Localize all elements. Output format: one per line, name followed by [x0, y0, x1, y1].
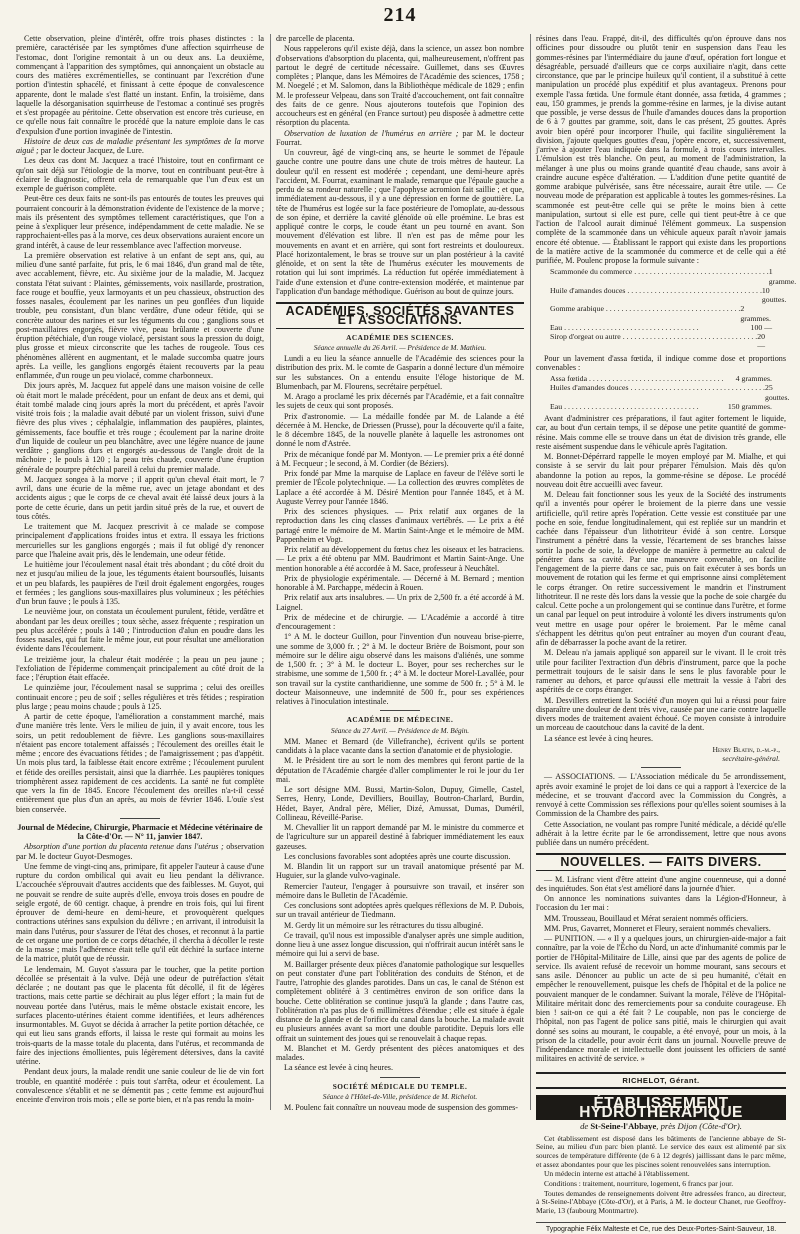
session-line: Séance annuelle du 26 Avril. — Présidence de M. Mathieu.	[313, 342, 487, 352]
ingredient-quantity: 2 grammes.	[740, 304, 771, 323]
ingredient-quantity: 100 —	[750, 322, 772, 332]
paragraph: M. Desvillers entretient la Société d'un moyen qui lui a réussi pour faire disparaître une douleur de dent très vive, causée par une carie contre laquelle divers modes de traitement avaient échoué. Ce moyen consiste à introduire un morceau de caoutchouc dans la cavité de la dent.	[536, 695, 786, 733]
recipe-row	[550, 383, 790, 402]
separator	[380, 1077, 420, 1078]
paragraph: Le neuvième jour, on constata un écoulement purulent, fétide, verdâtre et abondant par les deux oreilles ; toux sèche, assez fréquente ; respiration un peu plus accélérée ; pouls à 140 ; l'introduction d'alun en poudre dans les fosses nasales, qui fut faite le même jour, eut pour résultat une amélioration évidente dans l'écoulement.	[16, 607, 264, 654]
recipe-row	[550, 332, 786, 351]
column-3	[536, 34, 797, 1233]
paragraph: Une femme de vingt-cinq ans, primipare, fit appeler l'auteur à cause d'une rupture du cordon ombilical qui avait eu lieu pendant la délivrance. L'accouchée s'éprouvait d'autres accidents que des faiblesses. M. Guyot, qui ne pouvait se rendre de suite auprès d'elle, envoya trois doses en poudre de seigle ergoté, de 60 centigr. chaque, à prendre en trois fois, qui lui firent éprouver de demi-heure en demi-heure, et provoquèrent quelques contractions utérines sans expulsion du délivre ; en arrivant, il introduisit la main dans l'utérus, pour s'assurer de l'état des choses, et reconnut à la partie de cet organe une portion de ce corps détachée, il chercha à décoller le reste de la masse ; mais l'adhérence était telle qu'il eût déchiré la surface interne de la matrice, plutôt que de réussir.	[16, 861, 264, 964]
journal-heading: Journal de Médecine, Chirurgie, Pharmacie et Médecine vétérinaire de la Côte-d'Or. — N° 11, janvier 1847.	[17, 822, 263, 841]
ingredient-name: Huiles d'amandes douces . . .	[550, 383, 765, 402]
recipe-row	[550, 286, 786, 305]
paragraph: M. Blanchet et M. Gerdy présentent des pièces anatomiques et des malades.	[276, 1043, 524, 1062]
paragraph: Ce travail, qu'il nous est impossible d'analyser après une simple audition, donne lieu à une assez longue discussion, qui n'offrirait aucun intérêt sans le mémoire qui lui a servi de base.	[276, 930, 524, 959]
ingredient-quantity: 25 gouttes.	[764, 383, 790, 402]
paragraph: Dix jours après, M. Jacquez fut appelé dans une maison voisine de celle où était mort le malade précédent, pour un enfant de deux ans et demi, qui était tombé malade cinq jours après la mort du précédent, et après l'avoir visité trois fois ; la maladie avait débuté par un violent frisson, suivi d'une fièvre des plus vives ; céphalalgie, inflammation des paupières, plaintes, gémissements, face bouffie et très rouge ; écoulement par la narine droite d'un liquide de couleur un peu blanchâtre, avec une légère nuance de jaune verdâtre ; ganglions durs et engorgés au-dessous de l'angle droit de la mâchoire ; le pouls à 120 ; la peau très chaude, couverte d'une éruption générale de pourpre pétéchial pareil à celui du premier malade.	[16, 381, 264, 474]
separator	[120, 818, 160, 819]
paragraph: M. Deleau n'a jamais appliqué son appareil sur le vivant. Il le croit très utile pour faciliter l'extraction d'un débris d'instrument, parce que la poche permettrait toujours de le saisir dans le sens le plus favorable pour le ramener au dehors, et parce qu'aussi elle mettrait la vessie à l'abri des aspérités de ce corps étranger.	[536, 648, 786, 695]
recipe-row	[550, 304, 786, 323]
paragraph: La première observation est relative à un enfant de sept ans, qui, au milieu d'une santé parfaite, fut pris, le 6 mai 1846, d'un grand mal de tête, avec accablement, fièvre, etc. Au sixième jour de la maladie, M. Jacquez constata l'état suivant : Plaintes, gémissements, voix nasillarde, prostration, face rouge et bouffie, yeux larmoyants et un peu chassieux, obstruction des fosses nasales, écoulement par les narines un peu gonflées d'un liquide trouble, peu consistant, d'un blanc verdâtre, d'une odeur fétide, qui se concrète autour des narines et sur les téguments du cou ; ganglions sous et post-maxillaires engorgés, fièvre vive, peau brûlante et couverte d'une éruption pétéchiale, d'un rouge violacé, persistant sous la pression du doigt, plus grosse et mieux circonscrite que les taches de rougeole. Tous ces phénomènes allèrent en augmentant, et le malade succomba quatre jours après. La veille, les ganglions engorgés étaient recouverts par la peau enflammée, d'un rouge un peu violacé, comme charbonneux.	[16, 250, 264, 380]
formula-recipe-2	[550, 374, 790, 411]
signature-role: secrétaire-général.	[722, 754, 780, 763]
ingredient-name: Gomme arabique . . .	[550, 304, 740, 323]
column-1	[16, 34, 264, 1108]
paragraph: Pour un lavement d'assa fœtida, il indique comme dose et proportions convenables :	[536, 353, 786, 372]
ingredient-quantity: 10 gouttes.	[761, 285, 787, 304]
paragraph: M. Poulenc fait connaître un nouveau mode de suspension des gommes-	[284, 1103, 518, 1112]
academy-heading: ACADÉMIE DE MÉDECINE.	[346, 715, 454, 725]
ingredient-name: Eau . . .	[550, 323, 751, 332]
paragraph: Pendant deux jours, la malade rendit une sanie couleur de lie de vin fort trouble, en quantité modérée : puis tout s'arrêta, odeur et écoulement. La convalescence s'établit et ne se démentit pas ; cette femme est aujourd'hui enceinte d'environ trois mois ; elle se porte bien, et n'a pas rendu la moin-	[16, 1067, 264, 1104]
article-heading	[276, 129, 524, 148]
paragraph: Le quinzième jour, l'écoulement nasal se supprima ; celui des oreilles continuait encore ; peu de soif ; selles régulières et très fétides ; respiration plus large ; peau moins chaude ; pouls à 125.	[16, 683, 264, 711]
paragraph: Un couvreur, âgé de vingt-cinq ans, se heurte le sommet de l'épaule gauche contre une poutre dans une chute de trois mètres de hauteur. La douleur qu'il en ressent est modérée ; cependant, une demi-heure après l'accident, M. Fourrat, examinant le malade, remarque que l'épaule gauche a perdu de sa rondeur naturelle ; que l'apophyse acromion fait saillie ; et que, immédiatement au-dessous, il y a une dépression en forme de gouttière. La tête de l'humérus est logée sur la face postérieure de l'omoplate, au-dessous de son épine, et derrière la cavité glénoïde où elle proémine. Le bras est appliqué contre le corps, le coude étant un peu tourné en avant. Son mouvement d'élévation est libre. Il n'en est pas de même pour les mouvements en avant et en arrière, qui sont fort restreints et douloureux. Placé horizontalement, le bras se trouve sur un plan postérieur à la cavité glénoïde, et on sent la tête de l'humérus exécuter les mouvements de rotation qui lui sont imprimés. La réduction fut opérée immédiatement à l'aide d'une extension et d'une contre-extension modérée, et maintenue par l'application d'un bandage méthodique. Guérison au bout de quinze jours.	[276, 148, 524, 296]
paragraph: Le sort désigne MM. Bussi, Martin-Solon, Dupuy, Gimelle, Castel, Serres, Henry, Londe, Devilliers, Bouillay, Boutron-Charlard, Burdin, Hédet, Bayer, Andral père, Mélier, Dizé, Amussat, Dumas, Duméril, Collineau, Réveillé-Parise.	[276, 785, 524, 822]
ingredient-quantity: 4 grammes.	[735, 374, 772, 383]
paragraph: Cette Association, ne voulant pas rompre l'unité médicale, a décidé qu'elle adhérait à la lettre écrite par le 6e arrondissement, lettre que nous avons publiée dans un numéro précédent.	[536, 819, 786, 847]
section-title: ACADÉMIES, SOCIÉTÉS SAVANTES ET ASSOCIATIONS.	[276, 302, 524, 329]
paragraph: Les conclusions favorables sont adoptées après une courte discussion.	[284, 851, 511, 861]
paragraph: résines dans l'eau. Frappé, dit-il, des difficultés qu'on éprouve dans nos officines pour dissoudre ou plutôt tenir en suspension dans l'eau les gommes-résines par l'intermédiaire du jaune d'œuf, opération fort longue et désagréable, persuadé d'ailleurs que ce corps auxiliaire n'agit, dans cette circonstance, que par le principe huileux qu'il contient, il a substitué à cette manipulation un procédé plus expéditif et plus avantageux. Prenons pour exemple l'assa fœtida. Une formule étant donnée, assa fœtida, 4 grammes ; eau, 150 grammes, je prends la gomme-résine en larmes, je la divise autant que possible, je verse dessus de l'huile d'amandes douces dans la proportion de 6 à 7 gouttes par gramme, soit, dans le cas présent, 25 gouttes. Après avoir bien opéré pour incorporer l'huile, qui facilite singulièrement la division, j'ajoute quelques gouttes d'eau, j'opère encore, et, successivement, j'arrive à ajouter l'eau indiquée dans la formule, à trois cours intervalles. L'émulsion est très blanche. On peut, au moment de l'administration, la mélanger à une plus ou moins grande quantité d'eau chaude, sans avoir à craindre aucune espèce d'altération. — L'addition d'une petite quantité de gomme arabique pulvérisée, sans être nécessaire, aurait être utile. — Ce nouveau mode de préparation est applicable à toutes les gommes-résines. La scammonée est peut-être celle qui se prête le moins bien à cette manipulation, surtout si elle est pure, celle qui tient peut-être à ce que l'action de l'alcool aurait diminué l'élément gommeux. La suspension complète de la scammonée dans un véhicule aqueux paraît n'avoir jamais encore été obtenue. — Établissant le rapport qui existe dans les proportions de la matière active de la scammonée du commerce et de celle qui a été purifiée, M. Poulenc propose la formule suivante :	[536, 34, 786, 265]
paragraph: dre parcelle de placenta.	[276, 34, 355, 43]
paragraph: Le traitement que M. Jacquez prescrivit à ce malade se compose principalement d'applications froides intus et extra. Il essaya les frictions mercurielles sur les ganglions engorgés ; mais il fut obligé d'y renoncer parce que l'haleine avait pris, dès le lendemain, une odeur fétide.	[16, 522, 264, 559]
paragraph: M. Jacquez songea à la morve ; il apprit qu'un cheval était mort, le 7 avril, dans une écurie de la même rue, avec un jetage abondant et des accidents aigus ; que le corps de ce cheval avait été laissé deux jours à la porte de cette écurie, dans un petit jardin situé près de la rue, et ouvert de tous côtés.	[16, 474, 264, 521]
paragraph: A partir de cette époque, l'amélioration a constamment marché, mais d'une manière très lente. Vers le milieu de juin, il y avait encore, tous les soirs, un petit redoublement de fièvre. Les ganglions sous-maxillaires n'étaient pas encore totalement affaissés ; l'écoulement des oreilles était le même ; encore des évacuations fétides ; de l'amaigrissement ; pas d'appétit. Un mois plus tard, la faiblesse était encore extrême ; l'écoulement purulent et fétide des oreilles persistait, ainsi que la diarrhée. Les paupières toniques triomphèrent assez rapidement de ces accidents. La santé ne fut complète que vers la fin de 1845. Encore l'écoulement des oreilles n'a-t-il cessé entièrement que plus d'un an après, au mois de février 1846. L'ouïe s'est bien conservée.	[16, 712, 264, 814]
ad-sub-place: St-Seine-l'Abbaye	[590, 1121, 657, 1132]
ingredient-quantity: 1 gramme.	[768, 267, 797, 286]
page-number: 214	[383, 4, 417, 26]
paragraph: Les deux cas dont M. Jacquez a tracé l'histoire, tout en confirmant ce qu'on sait déjà sur l'étiologie de la morve, tout en contribuant peut-être à éclairer le diagnostic, offrent cela de remarquable que l'un d'eux est un exemple de guérison complète.	[16, 156, 264, 193]
paragraph: M. Chevallier lit un rapport demandé par M. le ministre du commerce et de l'agriculture sur un appareil destiné à fabriquer immédiatement les eaux gazeuses.	[276, 823, 524, 851]
column-2	[276, 34, 524, 1112]
paragraph: 1° A M. le docteur Guillon, pour l'invention d'un nouveau brise-pierre, une somme de 3,000 fr. ; 2° à M. le docteur Brière de Boismont, pour son mémoire sur le délire aigu observé dans les maisons d'aliénés, une somme de 1,500 fr. ; 3° à M. le docteur L. Boyer, pour ses recherches sur le strabisme, une somme de 1,500 fr. ; 4° à M. le docteur Morel-Lavallée, pour son travail sur la cystite cantharidienne, une somme de 500 fr. ; 5° à M. le docteur Maisonneuve, une indemnité de 500 fr., pour ses expériences relatives à l'inoculation intestinale.	[276, 632, 524, 706]
paragraph: On annonce les nominations suivantes dans la Légion-d'Honneur, à l'occasion du 1er mai :	[536, 894, 786, 913]
ingredient-name: Eau . . .	[550, 402, 728, 411]
separator	[641, 767, 681, 768]
paragraph: La séance est levée à cinq heures.	[544, 733, 653, 743]
ingredient-name: Sirop d'orgeat ou autre . . .	[550, 332, 757, 351]
paragraph: Prix de physiologie expérimentale. — Décerné à M. Bernard ; mention honorable à M. Parchappe, médecin à Rouen.	[276, 573, 524, 592]
paragraph: Prix d'astronomie. — La médaille fondée par M. de Lalande a été décernée à M. Hencke, de Driessen (Prusse), pour la découverte qu'il a faite, le 8 décembre 1845, de la nouvelle planète à laquelle les astronomes ont donné le nom d'Astrée.	[276, 411, 524, 449]
advertisement-title: ÉTABLISSEMENT HYDROTHÉRAPIQUE	[536, 1095, 786, 1121]
separator	[380, 710, 420, 711]
signature-name: Henry Blatin, d.-m.-p.,	[712, 744, 780, 754]
ingredient-name: Huile d'amandes douces . . .	[550, 286, 762, 305]
paragraph: M. le Président tire au sort le nom des membres qui feront partie de la députation de l'Académie chargée d'aller complimenter le roi le jour du 1er mai.	[276, 756, 524, 784]
paragraph: M. Gerdy lit un mémoire sur les rétractures du tissu albuginé.	[284, 920, 484, 930]
society-heading: SOCIÉTÉ MÉDICALE DU TEMPLE.	[332, 1081, 468, 1091]
paragraph: MM. Prus, Gavarret, Monneret et Fleury, seraient nommés chevaliers.	[544, 923, 771, 933]
paragraph: Ces conclusions sont adoptées après quelques réflexions de M. P. Dubois, sur un travail antérieur de Tiedmann.	[276, 901, 524, 920]
session-line: Séance à l'Hôtel-de-Ville, présidence de M. Richelot.	[322, 1091, 478, 1101]
formula-recipe-1	[550, 267, 797, 351]
paragraph: M. Blandin lit un rapport sur un travail anatomique présenté par M. Huguier, sur la glande vulvo-vaginale.	[276, 862, 524, 881]
paragraph: Prix de mécanique fondé par M. Montyon. — Le premier prix a été donné à M. Fecqueur ; le second, à M. Cordier (de Béziers).	[276, 449, 524, 468]
session-line: Séance du 27 Avril. — Présidence de M. Bégin.	[330, 725, 470, 735]
ingredient-quantity: 20 —	[757, 332, 766, 351]
article-author: par M. le docteur Fourrat.	[276, 128, 524, 147]
article-title: Histoire de deux cas de maladie présentant les symptômes de la morve aiguë ;	[16, 136, 264, 155]
paragraph: M. Deleau fait fonctionner sous les yeux de la Société des instruments qu'il a inventés pour opérer le broiement de la pierre dans une vessie artificielle, qu'il retire après l'opération. Cette vessie est constituée par une poche en soie, fendue longitudinalement, qui est repliée sur un mandrin et cachée dans l'épaisseur d'un lithotriteur évidé à son centre. Lorsque l'instrument a pénétré dans la vessie, l'écartement de ses branches laisse sortir la poche de soie, la développe de manière à permettre au calcul de pénétrer dans sa cavité. Par une manœuvre convenable, on facilite l'engagement de la pierre dans ce sac, puis on fait exécuter à ses bords un mouvement de rotation qui les ferme et qui emprisonne ainsi complètement le corps étranger. On retire successivement le mandrin et l'instrument lithotriteur. Il ne reste dès lors dans la vessie que la poche de soie chargée du calcul. Cette poche a un prolongement qui se continue dans l'urètre, et forme un canal par lequel on peut introduire à volonté les divers instruments qu'on veut mettre en usage pour opérer le broiement. Par le même canal s'échappent les détritus qu'on peut entraîner au moyen d'un courant d'eau, afin de débarrasser la poche avant de la retirer.	[536, 490, 786, 647]
signature	[536, 745, 780, 764]
article-heading	[16, 137, 264, 156]
recipe-row	[550, 374, 786, 383]
ad-sub-suffix: , près Dijon (Côte-d'Or).	[656, 1121, 742, 1132]
paragraph: Prix relatif aux arts insalubres. — Un prix de 2,500 fr. a été accordé à M. Laignel.	[276, 593, 524, 612]
paragraph: Remercier l'auteur, l'engager à poursuivre son travail, et insérer son mémoire dans le Bulletin de l'Académie.	[276, 881, 524, 900]
article-author: observation par M. le docteur Guyot-Desmoges.	[16, 842, 265, 861]
article-author: par le docteur Jacquez, de Lure.	[40, 146, 144, 155]
paragraph: — M. Lisfranc vient d'être atteint d'une angine couenneuse, qui a donné des inquiétudes. Son état s'est amélioré dans la journée d'hier.	[536, 874, 786, 893]
ad-paragraph: Toutes demandes de renseignements doivent être adressées franco, au directeur, à St-Seine-l'Abbaye (Côte-d'Or), et à Paris, à M. le docteur Chanet, rue Geoffroy-Marie, 13 (faubourg Montmartre).	[536, 1188, 786, 1216]
column-divider	[270, 34, 271, 1110]
news-section-title: NOUVELLES. — FAITS DIVERS.	[536, 853, 786, 870]
column-divider	[530, 34, 531, 1110]
ingredient-name: Assa fœtida . . .	[550, 374, 736, 383]
paragraph: Prix fondé par Mme la marquise de Laplace en faveur de l'élève sorti le premier de l'École polytechnique. — La collection des œuvres complètes de Laplace a été accordée à M. Désiré Mention pour l'année 1845, et à M. Auguste Verrey pour l'année 1846.	[276, 469, 524, 506]
paragraph: Cette observation, pleine d'intérêt, offre trois phases distinctes : la première, caractérisée par les symptômes d'une affection squirrheuse de l'estomac, dont l'origine remontait à un ou deux ans. La deuxième, commençant à l'apparition des symptômes, qui annonçaient un obstacle au cours des matières excrémentielles, se continuant par l'excrétion d'une portion d'intestin sphacélé, et finissant à cette époque de convalescence apparente, dont le malade s'est flatté un instant. Enfin, la troisième, dans laquelle la désorganisation squirrheuse de l'estomac a continué ses progrès et s'est propagée au péritoine. Cette observation est encore très curieuse, en ce qu'elle nous fait connaître le procédé que la nature emploie dans le cas d'expulsion d'une portion invaginée de l'intestin.	[16, 34, 264, 136]
ingredient-name: Scammonée du commerce . . .	[550, 267, 769, 286]
paragraph: Le lendemain, M. Guyot s'assura par le toucher, que la petite portion décollée se présentait à la vulve. Déjà une odeur de putréfaction s'était déclarée ; ne doutant pas que le placenta fût décollé, il fit de légères tractions, mais cette partie se déchirait au plus léger effort ; la main fut de nouveau portée dans l'utérus, mais le même obstacle existait encore, les surfaces placento-utérines étaient comme identifiées, et leurs adhérences insurmontables. M. Guyot se décida à arracher la petite portion détachée, ce qui eut lieu sans grands efforts, il laissa le reste qui formait au moins les trois-quarts de la masse totale du placenta, dans l'utérus, et recommanda de faire des injections émollientes, puis légèrement détersives, dans la cavité utérine.	[16, 964, 264, 1066]
academy-heading: ACADÉMIE DES SCIENCES.	[346, 332, 454, 342]
paragraph: Prix des sciences physiques. — Prix relatif aux organes de la reproduction dans les cinq classes d'animaux vertébrés. — Le prix a été partagé entre le mémoire de M. Martin Saint-Ange et le mémoire de MM. Pappenheim et Vogt.	[276, 507, 524, 544]
ingredient-quantity: 150 grammes.	[727, 401, 772, 411]
paragraph: Prix relatif au développement du fœtus chez les oiseaux et les batraciens. — Le prix a été obtenu par MM. Baudrimont et Martin Saint-Ange. Une mention honorable a été accordée à M. Sace, professeur à Neuchâtel.	[276, 545, 524, 573]
paragraph: M. Bonnet-Dépérrard rappelle le moyen employé par M. Mialhe, et qui consiste à se servir du lait pour préparer l'émulsion. Mais dès qu'on abandonne la potion au repos, la gomme-résine se dépose. Le procédé nouveau doit être accueilli avec faveur.	[536, 452, 786, 489]
advertisement-subtitle	[536, 1122, 786, 1131]
paragraph: Avant d'administrer ces préparations, il faut agiter fortement le liquide, car, au bout d'un certain temps, il se dépose une petite quantité de gomme-résine. Mais comme elle se trouve dans un état de division très grande, elle reste aisément suspendue dans le véhicule après l'agitation.	[536, 414, 786, 451]
article-title: Observation de luxation de l'humérus en arrière ;	[284, 128, 459, 138]
ad-paragraph: Cet établissement est disposé dans les bâtiments de l'ancienne abbaye de St-Seine, au milieu d'un parc bien planté. Le service des eaux est alimenté par six sources de température différente (de 6 à 12 degrés) jaillissant dans le parc même, et assez abondantes pour que les piscines soient renouvelées sans interruption.	[536, 1133, 786, 1169]
printer-imprint: Typographie Félix Malteste et Ce, rue des Deux-Portes-Saint-Sauveur, 18.	[536, 1222, 786, 1234]
article-title: Absorption d'une portion du placenta retenue dans l'utérus ;	[24, 842, 224, 852]
paragraph: M. Baillarger présente deux pièces d'anatomie pathologique sur lesquelles on peut constater d'une part l'oblitération des conduits de Sténon, et de l'autre, l'atrophie des glandes parotides. Dans un cas, le canal de Sténon est complètement oblitéré à 3 centimètres environ de son orifice dans la bouche. Cette oblitération se continue jusqu'à la glande ; dans l'autre cas, l'oblitération n'a pas plus de 6 millimètres d'étendue ; elle est située à égale distance de la glande et de l'orifice du canal dans la bouche. La malade avait eu plusieurs années avant sa mort une double parotidite. Depuis lors elle offrait un suintement des joues qui se renouvelait à chaque repas.	[276, 959, 524, 1043]
article-heading	[16, 842, 264, 861]
recipe-row	[550, 267, 797, 286]
ad-paragraph: Un médecin interne est attaché à l'établissement.	[544, 1169, 690, 1179]
paragraph: MM. Trousseau, Bouillaud et Mérat seraient nommés officiers.	[544, 913, 748, 923]
paragraph: — ASSOCIATIONS. — L'Association médicale du 5e arrondissement, après avoir examiné le projet de loi dans ce qui a rapport à l'exercice de la médecine, et se trouvant d'accord avec la Commission du Congrès, a renvoyé à cette Commission ses réflexions pour qu'elles soient soumises à la Commission de la Chambre des pairs.	[536, 772, 786, 819]
paragraph: — PUNITION. — « Il y a quelques jours, un chirurgien-aide-major a fait connaître, par la voie de l'Écho du Nord, un acte d'inhumanité commis par le portier de l'Hôpital-Militaire de Lille, ainsi que par des agents de police de service. Ils avaient refusé de recevoir un homme mourant, sans secours et sans asile. Dénoncer au public un acte de si peu humanité, c'était en empêcher le renouvellement, puisque les chefs de l'hôpital et de la police ne pouvaient manquer de le condamner. Suivant la morale, l'élève de l'Hôpital-Militaire méritait donc des remerciements pour sa conduite courageuse. Eh bien ! sait-on ce qui a été fait ? Le coupable, non pas le concierge de l'hôpital, non pas l'agent de police sans pitié, mais le chirurgien qui avait donné ses soins au mourant, le coupable, a été envoyé, pour un mois, à la prison de la citadelle, pour avoir écrit dans un journal. Nouvelle preuve de l'indépendance morale et intellectuelle dont jouissent les officiers de santé militaires en activité de service. »	[536, 934, 786, 1064]
paragraph: Le treizième jour, la chaleur était modérée ; la peau un peu jaune ; l'exfoliation de l'épiderme commençait principalement au côté droit de la face ; l'éruption était effacée.	[16, 654, 264, 682]
paragraph: Le huitième jour l'écoulement nasal était très abondant ; du côté droit du nez et jusqu'au milieu de la joue, les téguments étaient boursouflés, luisants et un peu blafards, les paupières de l'œil droit également engorgées, rouges et fermées ; les ganglions sous-maxillaires plus volumineux ; les pétéchies d'un brun fauve ; le pouls à 135.	[16, 560, 264, 606]
recipe-row	[550, 323, 786, 332]
paragraph: Peut-être ces deux faits ne sont-ils pas entourés de toutes les preuves qui pourraient concourir à la démonstration évidente de l'existence de la morve ; mais ils présentent des symptômes tellement caractéristiques, que l'on a peine à s'expliquer leur présence, indépendamment de cette maladie. Ne se rapprochaient-elles pas à la morve, ces deux observations auraient encore un grand intérêt, à cause de leur ressemblance avec l'affection morveuse.	[16, 194, 264, 250]
paragraph: Nous rappelerons qu'il existe déjà, dans la science, un assez bon nombre d'observations d'absorption du placenta, qui, malheureusement, n'offrent pas partout le degré de certitude nécessaire. Guillemet, dans ses Œuvres complètes ; Planque, dans les Mémoires de l'Académie des sciences, 1758 ; M. Noegelé ; et M. Salomon, dans la Bibliothèque médicale de 1829 ; enfin M. le professeur Velpeau, dans son Traité d'accouchement, ont fait connaître des faits de ce genre. Nous ajouterons toutefois que l'opinion des accoucheurs est en général (en France surtout) peu disposée à admettre cette résorption du placenta.	[276, 44, 524, 128]
paragraph: M. Arago a proclamé les prix décernés par l'Académie, et a fait connaître les sujets de ceux qui sont proposés.	[276, 392, 524, 411]
recipe-row	[550, 402, 786, 411]
paragraph: Lundi a eu lieu la séance annuelle de l'Académie des sciences pour la distribution des prix. M. le comte de Gasparin a donné lecture d'un mémoire sur les substances. On a entendu ensuite l'éloge historique de M. Blumenbach, par M. Flourens, secrétaire perpétuel.	[276, 354, 524, 391]
paragraph: MM. Manec et Bernard (de Villefranche), écrivent qu'ils se portent candidats à la place vacante dans la section d'anatomie et de physiologie.	[276, 736, 524, 755]
ad-sub-prefix: de	[580, 1121, 589, 1132]
paragraph: Prix de médecine et de chirurgie. — L'Académie a accordé à titre d'encouragement :	[276, 612, 524, 631]
gerant-signature: RICHELOT, Gérant.	[536, 1072, 786, 1089]
paragraph: La séance est levée à cinq heures.	[284, 1063, 393, 1073]
ad-paragraph: Conditions : traitement, nourriture, logement, 6 francs par jour.	[544, 1179, 734, 1189]
